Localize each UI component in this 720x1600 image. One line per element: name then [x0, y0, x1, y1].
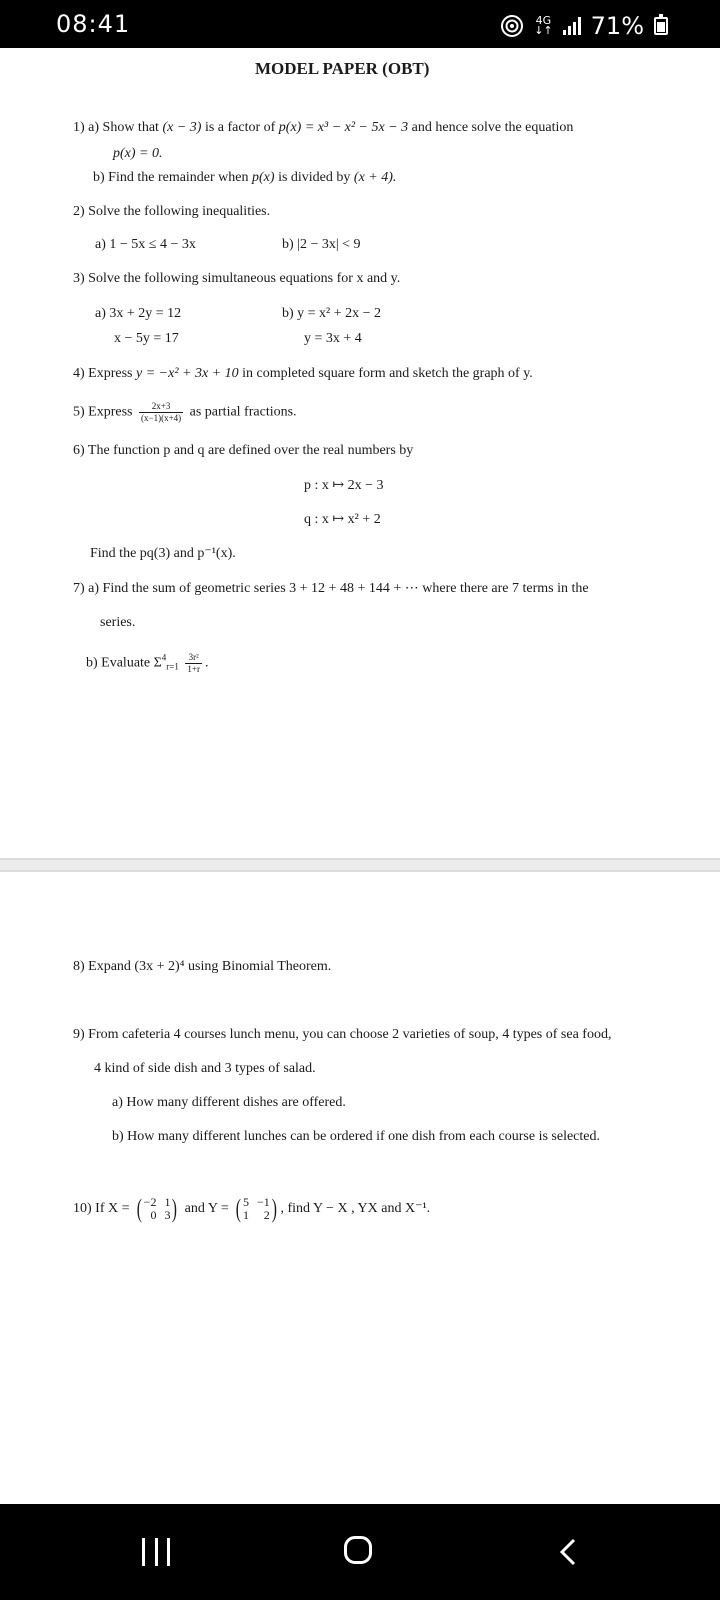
question-1a — [73, 119, 573, 137]
matrix-y: ( 5 −1 1 2 ) — [236, 1193, 277, 1223]
question-7a-line2: series. — [100, 615, 136, 630]
status-icons — [500, 12, 668, 40]
back-icon[interactable] — [554, 1538, 582, 1566]
question-3-heading: 3) Solve the following simultaneous equations for x and y. — [73, 271, 401, 286]
question-10 — [73, 1192, 430, 1226]
q1a-prefix: 1) a) Show that — [73, 120, 163, 135]
q4-post: in completed square form and sketch the graph of y. — [238, 366, 533, 381]
battery-percent: 71% — [590, 12, 644, 40]
q10-post: , find Y − X , YX and X⁻¹. — [280, 1201, 431, 1216]
q5-pre: 5) Express — [73, 404, 136, 420]
question-9-line1: 9) From cafeteria 4 courses lunch menu, you can choose 2 varieties of soup, 4 types of sea food, — [73, 1027, 612, 1042]
q1a-mid: is a factor of — [201, 120, 279, 135]
page-title: MODEL PAPER (OBT) — [255, 59, 430, 78]
question-9-line2: 4 kind of side dish and 3 types of salad. — [94, 1061, 316, 1076]
navigation-bar — [0, 1504, 720, 1600]
q5-numerator: 2x+3 — [139, 401, 183, 413]
question-9b: b) How many different lunches can be ordered if one dish from each course is selected. — [112, 1129, 601, 1144]
q1b-text: b) Find the remainder when — [93, 170, 253, 185]
battery-fill — [657, 22, 665, 32]
matrix-y-grid: 5 −1 1 2 — [242, 1194, 270, 1222]
question-8: 8) Expand (3x + 2)⁴ using Binomial Theorem. — [73, 959, 332, 974]
q7b-fraction — [185, 652, 202, 675]
q7b-upper: 4 — [161, 652, 167, 663]
q1b-divisor: (x + 4). — [353, 170, 397, 185]
q1a-end: and hence solve the equation — [408, 120, 574, 135]
question-3a-eq1: a) 3x + 2y = 12 — [95, 306, 182, 321]
q7b-pre: b) Evaluate — [86, 655, 154, 671]
question-3b-eq2: y = 3x + 4 — [304, 331, 362, 346]
matrix-x: ( −2 1 0 3 ) — [136, 1193, 178, 1223]
document-page-2[interactable] — [0, 872, 720, 1504]
q1a-factor: (x − 3) — [162, 120, 202, 135]
matrix-x-grid: −2 1 0 3 — [143, 1194, 171, 1222]
signal-icon — [563, 17, 581, 35]
question-3a-eq2: x − 5y = 17 — [114, 331, 179, 346]
question-1a-line2: p(x) = 0. — [113, 146, 163, 161]
question-7b — [86, 652, 208, 675]
q4-expr: y = −x² + 3x + 10 — [136, 366, 239, 381]
q4-pre: 4) Express — [73, 366, 136, 381]
question-2-heading: 2) Solve the following inequalities. — [73, 204, 271, 219]
q5-denominator: (x−1)(x+4) — [141, 413, 182, 423]
recent-apps-icon[interactable] — [142, 1538, 170, 1566]
status-time: 08:41 — [56, 10, 131, 38]
q1b-mid: is divided by — [274, 170, 354, 185]
question-2a: a) 1 − 5x ≤ 4 − 3x — [95, 237, 196, 252]
home-icon[interactable] — [344, 1536, 372, 1564]
q10-mid: and Y = — [181, 1201, 233, 1216]
hotspot-icon — [500, 14, 524, 38]
document-page-1[interactable] — [0, 48, 720, 858]
question-2b: b) |2 − 3x| < 9 — [282, 237, 361, 252]
question-9a: a) How many different dishes are offered. — [112, 1095, 346, 1110]
question-4 — [73, 365, 533, 383]
q7b-sigma: Σ — [153, 655, 162, 671]
q7b-denominator: 1+r — [187, 664, 200, 674]
question-7a: 7) a) Find the sum of geometric series 3 + 12 + 48 + 144 + ⋯ where there are 7 terms in the — [73, 581, 589, 596]
question-6-heading: 6) The function p and q are defined over the real numbers by — [73, 443, 414, 458]
question-6-find: Find the pq(3) and p⁻¹(x). — [90, 546, 236, 561]
page-separator — [0, 858, 720, 872]
q7b-numerator: 3r² — [185, 652, 202, 664]
q10-pre: 10) If X = — [73, 1201, 133, 1216]
battery-icon — [654, 17, 668, 35]
question-3b-eq1: b) y = x² + 2x − 2 — [282, 306, 382, 321]
question-1b — [93, 169, 396, 187]
q5-post: as partial fractions. — [186, 404, 297, 420]
q1b-px: p(x) — [252, 170, 275, 185]
question-5 — [73, 401, 297, 424]
network-type: 4G ↓↑ — [534, 14, 553, 37]
q5-fraction — [139, 401, 183, 424]
q7b-post: . — [204, 655, 209, 671]
question-6-q-def: q : x ↦ x² + 2 — [304, 512, 381, 527]
q1a-poly: p(x) = x³ − x² − 5x − 3 — [278, 120, 409, 135]
status-bar — [0, 0, 720, 48]
q7b-lower: r=1 — [166, 661, 179, 672]
question-6-p-def: p : x ↦ 2x − 3 — [304, 478, 384, 493]
